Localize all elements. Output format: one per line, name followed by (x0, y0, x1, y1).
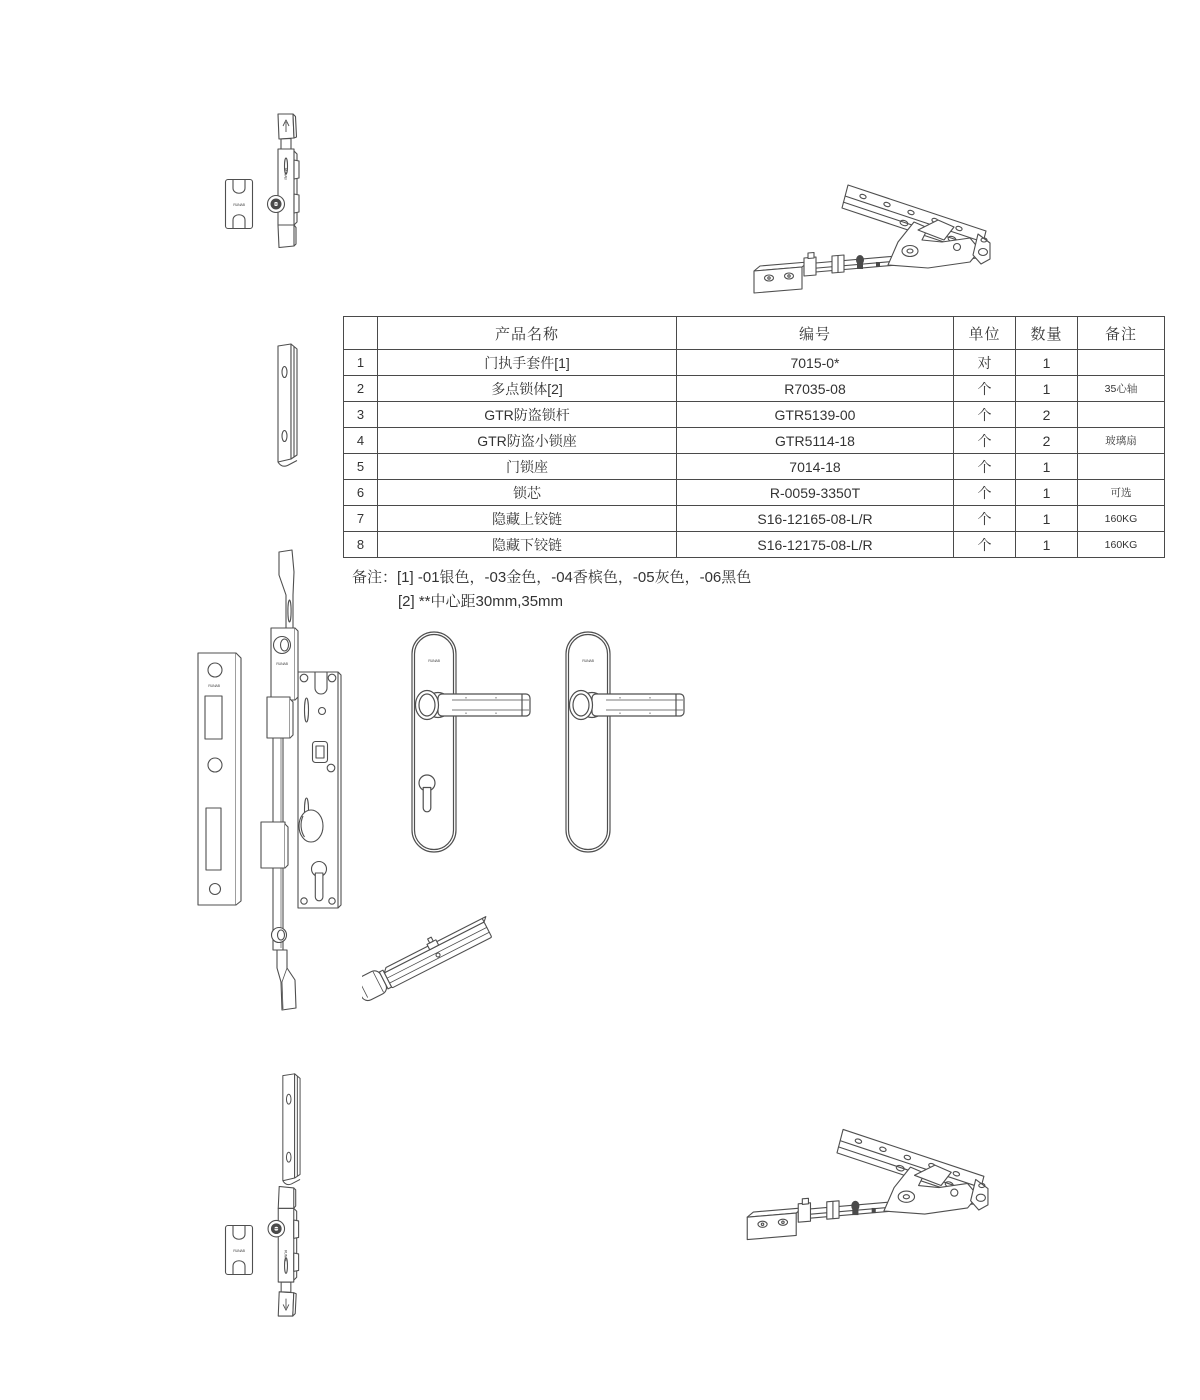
door-handle-left-drawing (408, 628, 543, 856)
door-lock-seat-plate (198, 653, 241, 905)
table-row (344, 350, 1165, 376)
cell-index: 8 (344, 532, 378, 558)
cell-unit: 个 (954, 428, 1016, 454)
cell-code: 7014-18 (677, 454, 954, 480)
cell-remark (1078, 350, 1165, 376)
lock-cylinder-drawing (362, 910, 497, 1005)
cell-name: 隐藏上铰链 (378, 506, 677, 532)
clip-top-logo: RUNAB (233, 203, 245, 207)
cell-qty: 1 (1016, 454, 1078, 480)
table-row (344, 506, 1165, 532)
cell-unit: 个 (954, 454, 1016, 480)
cell-qty: 1 (1016, 532, 1078, 558)
footnote-line1: [1] -01银色，-03金色，-04香槟色，-05灰色，-06黑色 (397, 569, 752, 586)
cell-name: 多点锁体[2] (378, 376, 677, 402)
header-remark: 备注 (1078, 317, 1165, 350)
footnotes (352, 566, 751, 614)
cell-name: 门锁座 (378, 454, 677, 480)
cell-code: R7035-08 (677, 376, 954, 402)
handle-lever (592, 694, 684, 716)
cell-index: 6 (344, 480, 378, 506)
handle-backplate (566, 632, 610, 852)
cell-index: 4 (344, 428, 378, 454)
cell-index: 2 (344, 376, 378, 402)
cell-remark: 可选 (1078, 480, 1165, 506)
cell-index: 3 (344, 402, 378, 428)
cell-name: 门执手套件[1] (378, 350, 677, 376)
cell-index: 5 (344, 454, 378, 480)
header-unit: 单位 (954, 317, 1016, 350)
header-code: 编号 (677, 317, 954, 350)
header-name: 产品名称 (378, 317, 677, 350)
lock-body-plate (298, 672, 341, 908)
cell-remark (1078, 454, 1165, 480)
concealed-upper-hinge-drawing (742, 172, 992, 307)
lock-rod-housing-logo: RUNAB (276, 662, 288, 666)
handle-right-logo: RUNAB (582, 659, 594, 663)
cell-index: 1 (344, 350, 378, 376)
cell-remark: 35心轴 (1078, 376, 1165, 402)
cell-qty: 1 (1016, 480, 1078, 506)
cell-unit: 个 (954, 376, 1016, 402)
handle-hub (570, 691, 593, 720)
header-qty: 数量 (1016, 317, 1078, 350)
cell-unit: 个 (954, 506, 1016, 532)
multipoint-lock-rod (261, 550, 298, 1010)
cell-code: S16-12175-08-L/R (677, 532, 954, 558)
concealed-lower-hinge-drawing (735, 1115, 990, 1255)
cell-unit: 对 (954, 350, 1016, 376)
parts-table-container (343, 316, 1165, 558)
handle-lever (438, 694, 530, 716)
table-row (344, 532, 1165, 558)
cell-name: 隐藏下铰链 (378, 532, 677, 558)
cell-code: GTR5114-18 (677, 428, 954, 454)
strike-strip-bottom-drawing (272, 1072, 310, 1188)
cell-qty: 1 (1016, 376, 1078, 402)
multipoint-lock-assembly-drawing (185, 548, 360, 1018)
cell-name: GTR防盗小锁座 (378, 428, 677, 454)
header-index (344, 317, 378, 350)
lock-rod-top-logo: RUNAB (283, 168, 288, 180)
cell-code: 7015-0* (677, 350, 954, 376)
cell-code: R-0059-3350T (677, 480, 954, 506)
table-row (344, 428, 1165, 454)
anti-theft-lock-rod-bottom-drawing (266, 1186, 306, 1318)
cell-code: GTR5139-00 (677, 402, 954, 428)
lock-rod-bottom-logo: RUNAB (283, 1250, 288, 1262)
cell-remark: 160KG (1078, 506, 1165, 532)
table-row (344, 376, 1165, 402)
cell-index: 7 (344, 506, 378, 532)
cell-name: 锁芯 (378, 480, 677, 506)
handle-backplate (412, 632, 456, 852)
clip-bottom-logo: RUNAB (233, 1249, 245, 1253)
footnote-label: 备注： (352, 569, 398, 586)
cell-unit: 个 (954, 532, 1016, 558)
footnote-line2: [2] **中心距30mm,35mm (398, 593, 564, 610)
handle-left-logo: RUNAB (428, 659, 440, 663)
table-row (344, 402, 1165, 428)
cell-code: S16-12165-08-L/R (677, 506, 954, 532)
strike-plate-logo: RUNAB (208, 684, 220, 688)
anti-theft-lock-rod-top-drawing (266, 112, 306, 248)
cell-remark: 160KG (1078, 532, 1165, 558)
cell-remark: 玻璃扇 (1078, 428, 1165, 454)
table-row (344, 480, 1165, 506)
handle-hub (416, 691, 439, 720)
strike-strip-top-drawing (266, 342, 308, 470)
cell-qty: 1 (1016, 350, 1078, 376)
cell-remark (1078, 402, 1165, 428)
cell-unit: 个 (954, 402, 1016, 428)
cell-qty: 2 (1016, 428, 1078, 454)
cell-qty: 1 (1016, 506, 1078, 532)
table-header-row (344, 317, 1165, 350)
cylinder-body (382, 917, 495, 988)
table-row (344, 454, 1165, 480)
small-lock-seat-clip-bottom-drawing (224, 1224, 254, 1276)
cell-unit: 个 (954, 480, 1016, 506)
cell-name: GTR防盗锁杆 (378, 402, 677, 428)
cell-qty: 2 (1016, 402, 1078, 428)
parts-table (343, 316, 1165, 558)
door-handle-right-drawing (562, 628, 697, 856)
small-lock-seat-clip-top-drawing (224, 178, 254, 230)
